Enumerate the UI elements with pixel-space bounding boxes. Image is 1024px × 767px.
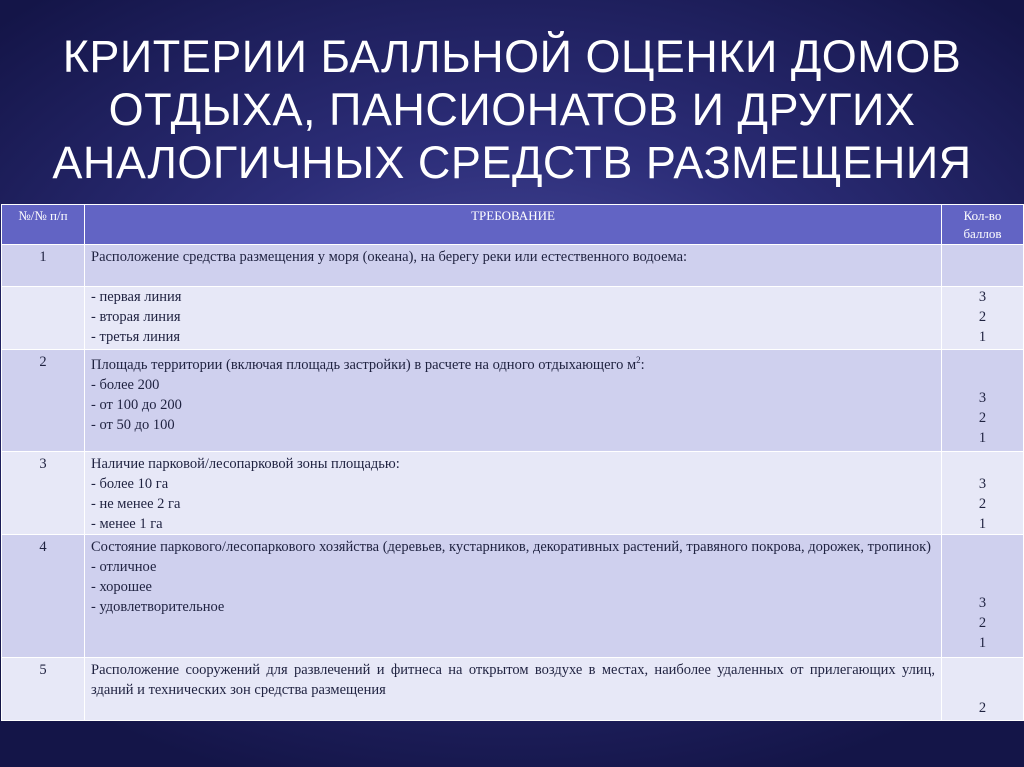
list-item: - хорошее [91, 579, 152, 595]
points-value: 2 [978, 410, 987, 426]
row-number: 3 [2, 452, 85, 535]
requirement-suffix: : [640, 356, 645, 373]
points-value: 1 [978, 635, 987, 651]
points-value: 2 [978, 700, 987, 716]
header-points [942, 205, 1024, 245]
title-line-1: КРИТЕРИИ БАЛЛЬНОЙ ОЦЕНКИ ДОМОВ [62, 31, 962, 82]
list-item: - более 200 [91, 376, 160, 393]
list-item: - удовлетворительное [91, 599, 225, 615]
requirement-text: Наличие парковой/лесопарковой зоны площадью: [91, 456, 400, 472]
row-requirement [85, 658, 942, 721]
points-value: 3 [978, 476, 987, 492]
points-value: 2 [978, 496, 987, 512]
row-points [942, 535, 1024, 658]
header-num: №/№ п/п [2, 205, 85, 245]
row-points [942, 452, 1024, 535]
row-number: 4 [2, 535, 85, 658]
points-value: 1 [978, 329, 987, 345]
points-value: 3 [978, 289, 987, 305]
points-value: 1 [978, 516, 987, 532]
list-item: - более 10 га [91, 476, 169, 492]
title-line-2: ОТДЫХА, ПАНСИОНАТОВ И ДРУГИХ [108, 84, 916, 135]
row-number: 1 [2, 245, 85, 287]
list-item: - третья линия [91, 329, 181, 345]
header-requirement: ТРЕБОВАНИЕ [85, 205, 942, 245]
criteria-table [1, 204, 1024, 721]
row-requirement [85, 287, 942, 350]
row-points [942, 350, 1024, 452]
table-row [2, 350, 1024, 452]
points-value: 2 [978, 309, 987, 325]
list-item: - первая линия [91, 289, 182, 305]
row-number [2, 287, 85, 350]
row-requirement [85, 452, 942, 535]
title-line-3: АНАЛОГИЧНЫХ СРЕДСТВ РАЗМЕЩЕНИЯ [52, 137, 972, 188]
header-points-line2: баллов [963, 226, 1002, 241]
list-item: - от 100 до 200 [91, 396, 182, 413]
points-value: 1 [978, 430, 987, 446]
row-number: 5 [2, 658, 85, 721]
table-row [2, 287, 1024, 350]
list-item: - менее 1 га [91, 516, 163, 532]
table-row [2, 452, 1024, 535]
list-item: - от 50 до 100 [91, 416, 175, 433]
list-item: - вторая линия [91, 309, 181, 325]
requirement-text: Состояние паркового/лесопаркового хозяйства (деревьев, кустарников, декоративных растений, травяного покрова, дорожек, тропинок) [91, 539, 932, 555]
points-value: 3 [978, 390, 987, 406]
table-row [2, 658, 1024, 721]
requirement-text: Расположение средства размещения у моря (океана), на берегу реки или естественного водоема: [91, 249, 688, 265]
list-item: - не менее 2 га [91, 496, 181, 512]
row-requirement [85, 245, 942, 287]
superscript: 2 [636, 355, 641, 365]
requirement-text: Площадь территории (включая площадь застройки) в расчете на одного отдыхающего м [91, 356, 637, 373]
requirement-text: Расположение сооружений для развлечений и фитнеса на открытом воздухе в местах, наиболее удаленных от прилегающих улиц, зданий и технических зон средства размещения [91, 662, 935, 698]
row-points [942, 245, 1024, 287]
row-points [942, 287, 1024, 350]
header-points-line1: Кол-во [963, 208, 1002, 223]
list-item: - отличное [91, 559, 157, 575]
row-number: 2 [2, 350, 85, 452]
row-requirement [85, 535, 942, 658]
table-header-row [2, 205, 1024, 245]
row-points [942, 658, 1024, 721]
slide-title [0, 30, 1024, 189]
points-value: 2 [978, 615, 987, 631]
row-requirement [85, 350, 942, 452]
points-value: 3 [978, 595, 987, 611]
table-row [2, 245, 1024, 287]
table-row [2, 535, 1024, 658]
